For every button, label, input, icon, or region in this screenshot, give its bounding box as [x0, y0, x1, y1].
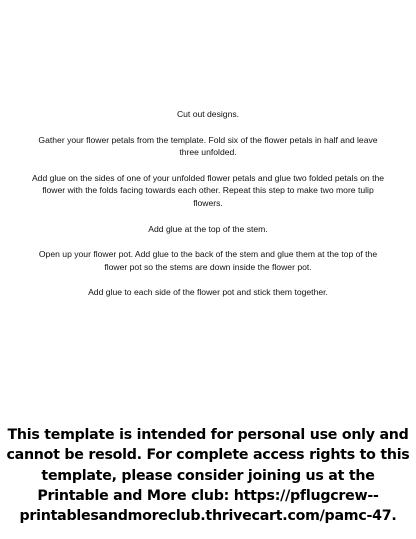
step-stick-together: Add glue to each side of the flower pot and stick them together.: [88, 287, 328, 298]
usage-notice: This template is intended for personal use only and cannot be resold. For complete access rights to this template, please consider joining us at the Printable and More club: https://pflugcrew--printablesandmoreclub.thrivecart.com/pamc-47.: [6, 427, 410, 525]
step-cut-out: Cut out designs.: [176, 109, 240, 119]
step-glue-stem: Add glue at the top of the stem.: [148, 223, 268, 234]
step-glue-petals: Add glue on the sides of one of your unfolded flower petals and glue two folded petals on the flower with the folds facing towards each other. Repeat this step to make two more tulip flowers.: [31, 172, 385, 208]
instructions-block: [30, 108, 386, 312]
step-gather-petals: Gather your flower petals from the template. Fold six of the flower petals in half and leave three unfolded.: [38, 134, 378, 158]
step-flower-pot: Open up your flower pot. Add glue to the back of the stem and glue them at the top of the flower pot so the stems are down inside the flower pot.: [38, 249, 378, 272]
